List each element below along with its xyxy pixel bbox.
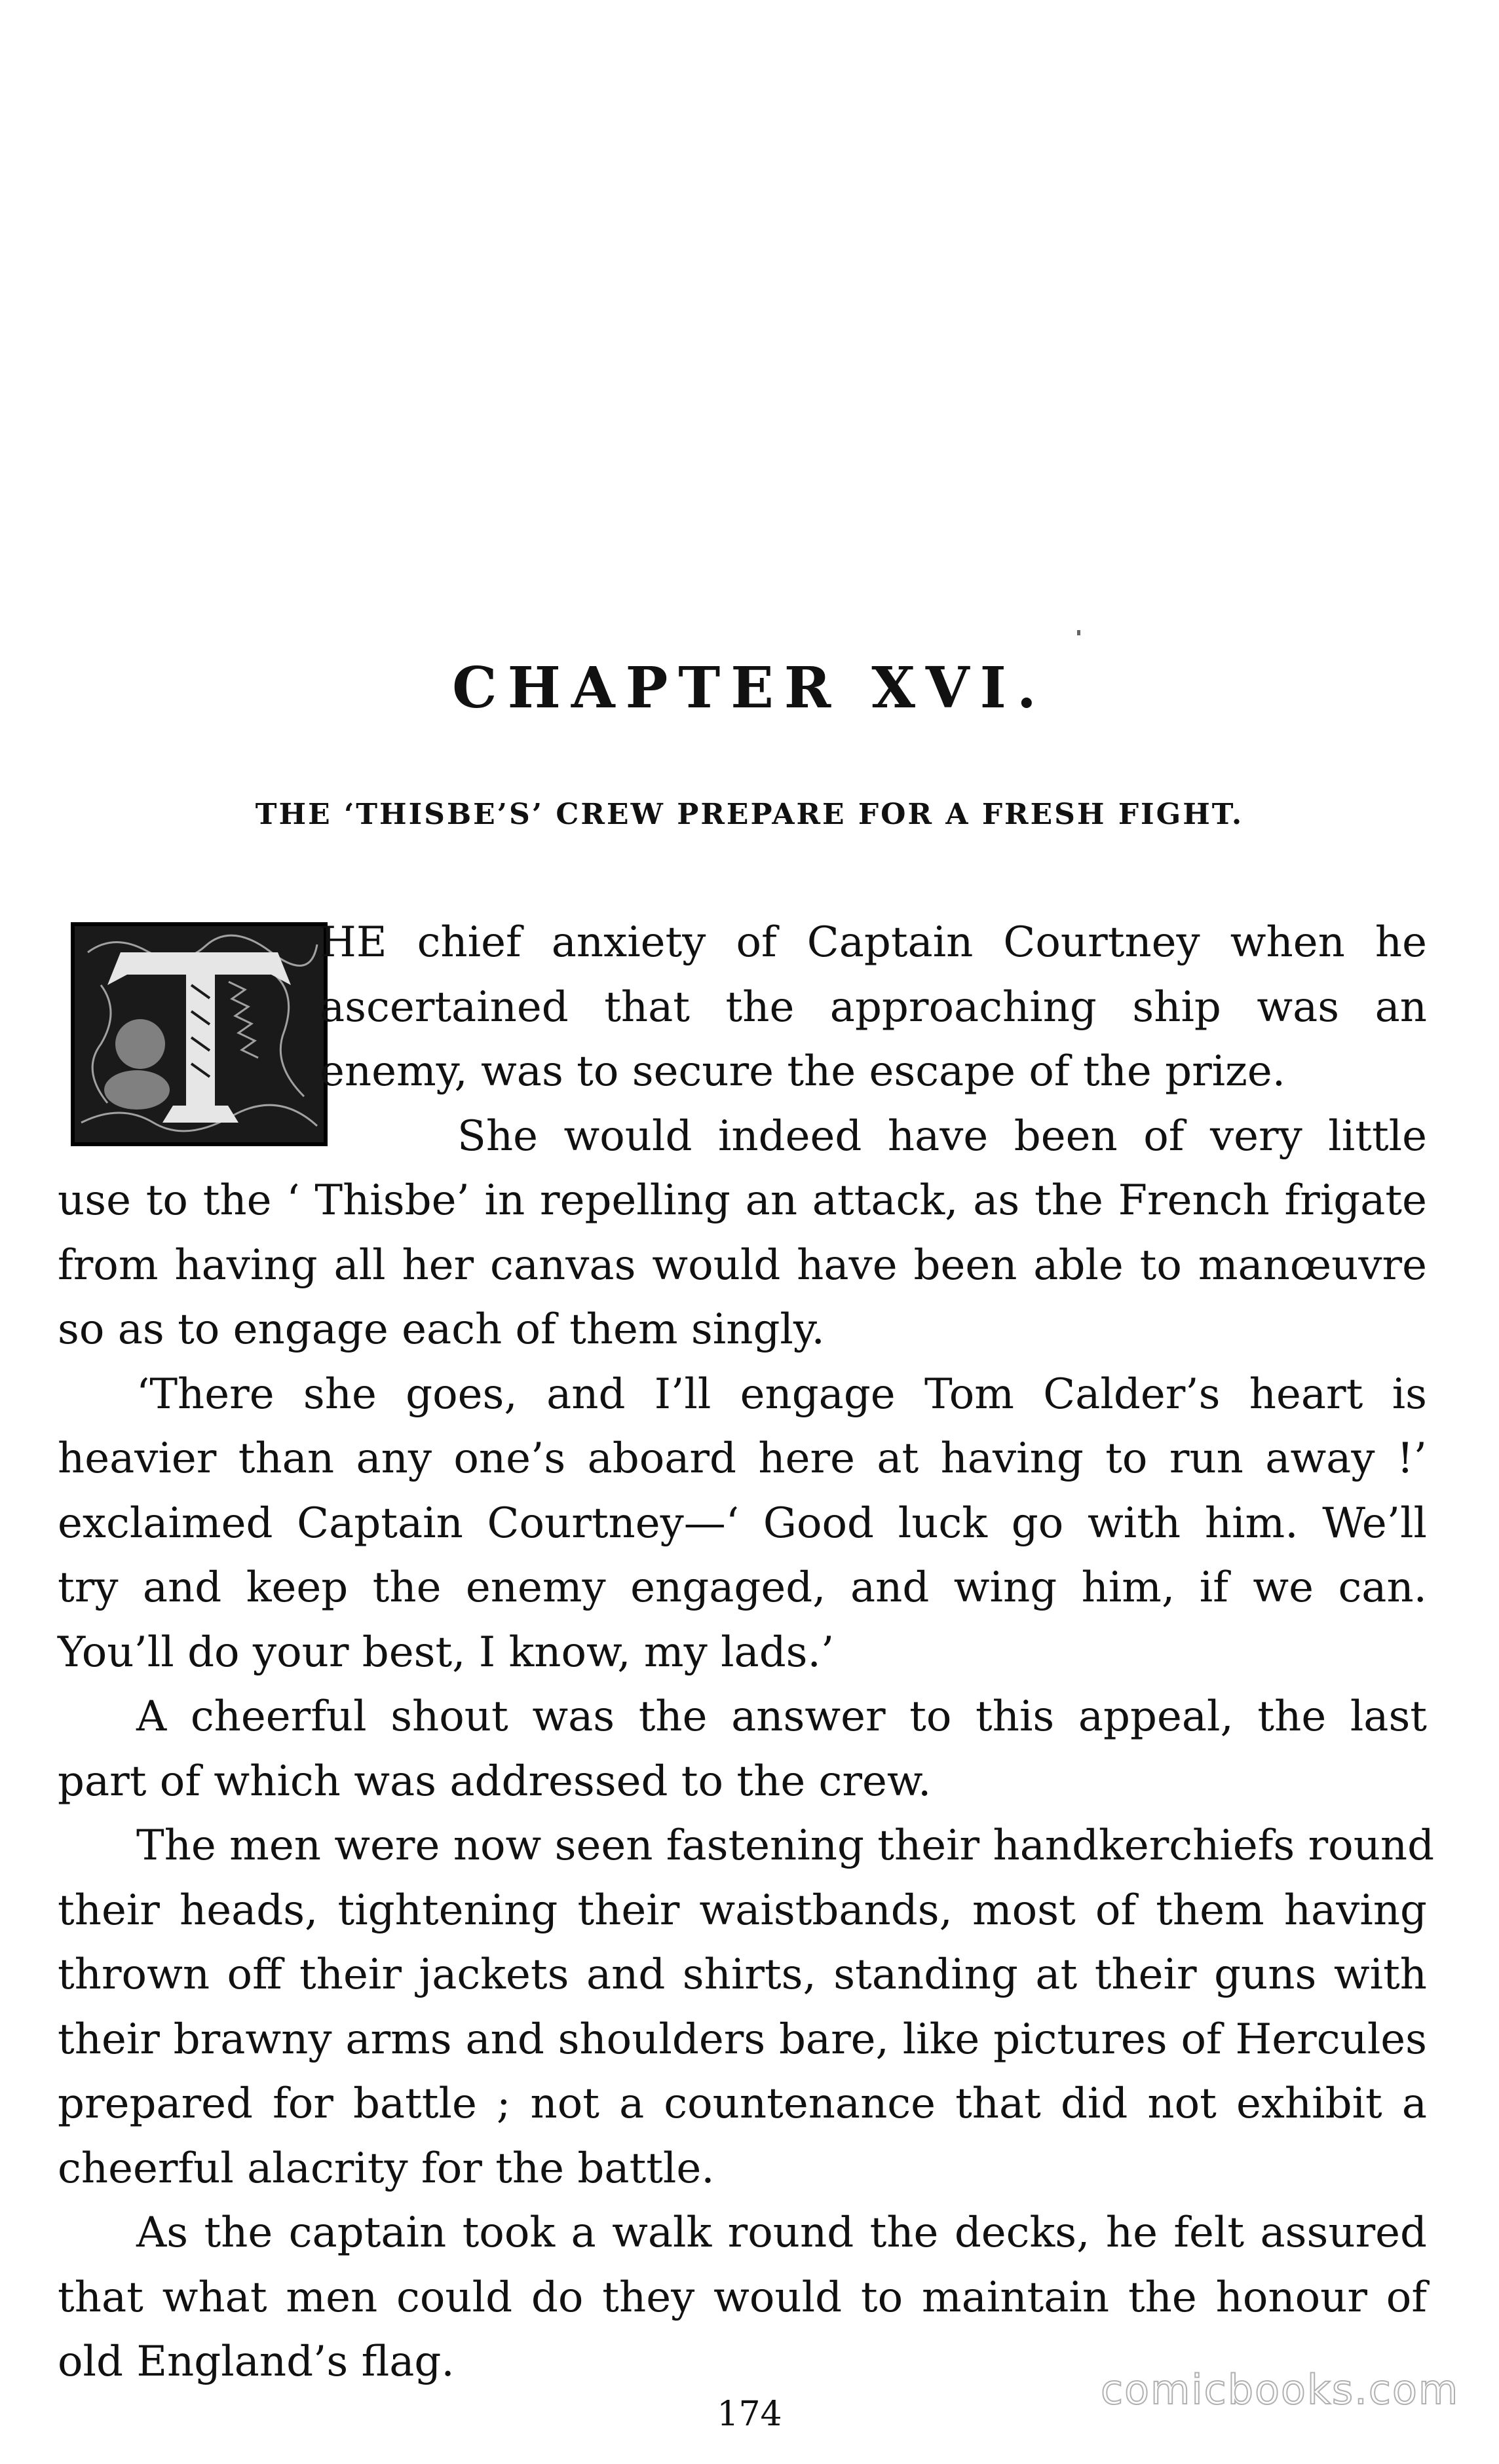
text-line: You’ll do your best, I know, my lads.’ — [58, 1628, 835, 1677]
chapter-heading: CHAPTER XVI. — [452, 655, 1047, 721]
chapter-body-text — [58, 910, 1435, 2395]
text-line: their brawny arms and shoulders bare, like pictures of Hercules — [58, 2015, 1427, 2064]
text-line: enemy, was to secure the escape of the prize. — [320, 1047, 1286, 1096]
text-line: that what men could do they would to maintain the honour of — [58, 2273, 1427, 2322]
text-line: their heads, tightening their waistbands, most of them having — [58, 1886, 1427, 1935]
text-line: ascertained that the approaching ship was an — [320, 982, 1427, 1032]
text-line: prepared for battle ; not a countenance that did not exhibit a — [58, 2080, 1427, 2128]
text-line: thrown off their jackets and shirts, standing at their guns with — [58, 1951, 1427, 1999]
text-line: The men were now seen fastening their handkerchiefs round — [136, 1821, 1435, 1870]
chapter-subtitle: THE ‘THISBE’S’ CREW PREPARE FOR A FRESH FIGHT. — [255, 798, 1244, 831]
text-line: As the captain took a walk round the decks, he felt assured — [136, 2209, 1427, 2257]
text-line: use to the ‘ Thisbe’ in repelling an attack, as the French frigate — [58, 1176, 1427, 1225]
text-line: try and keep the enemy engaged, and wing him, if we can. — [58, 1563, 1427, 1612]
text-line: She would indeed have been of very little — [457, 1111, 1427, 1161]
page-number: 174 — [717, 2395, 782, 2434]
text-line: HE chief anxiety of Captain Courtney when he — [320, 918, 1427, 967]
text-line: old England’s flag. — [58, 2338, 455, 2386]
text-line: ‘There she goes, and I’ll engage Tom Calder’s heart is — [136, 1370, 1427, 1419]
ink-speck — [1077, 630, 1080, 635]
text-line: part of which was addressed to the crew. — [58, 1757, 932, 1806]
text-line: so as to engage each of them singly. — [58, 1305, 825, 1354]
text-line: cheerful alacrity for the battle. — [58, 2144, 715, 2193]
text-line: from having all her canvas would have been able to manœuvre — [58, 1241, 1427, 1290]
text-line: exclaimed Captain Courtney—‘ Good luck go with him. We’ll — [58, 1499, 1427, 1548]
site-watermark: comicbooks.com — [1101, 2366, 1460, 2414]
text-line: A cheerful shout was the answer to this appeal, the last — [136, 1692, 1427, 1741]
text-line: heavier than any one’s aboard here at having to run away !’ — [58, 1434, 1427, 1483]
